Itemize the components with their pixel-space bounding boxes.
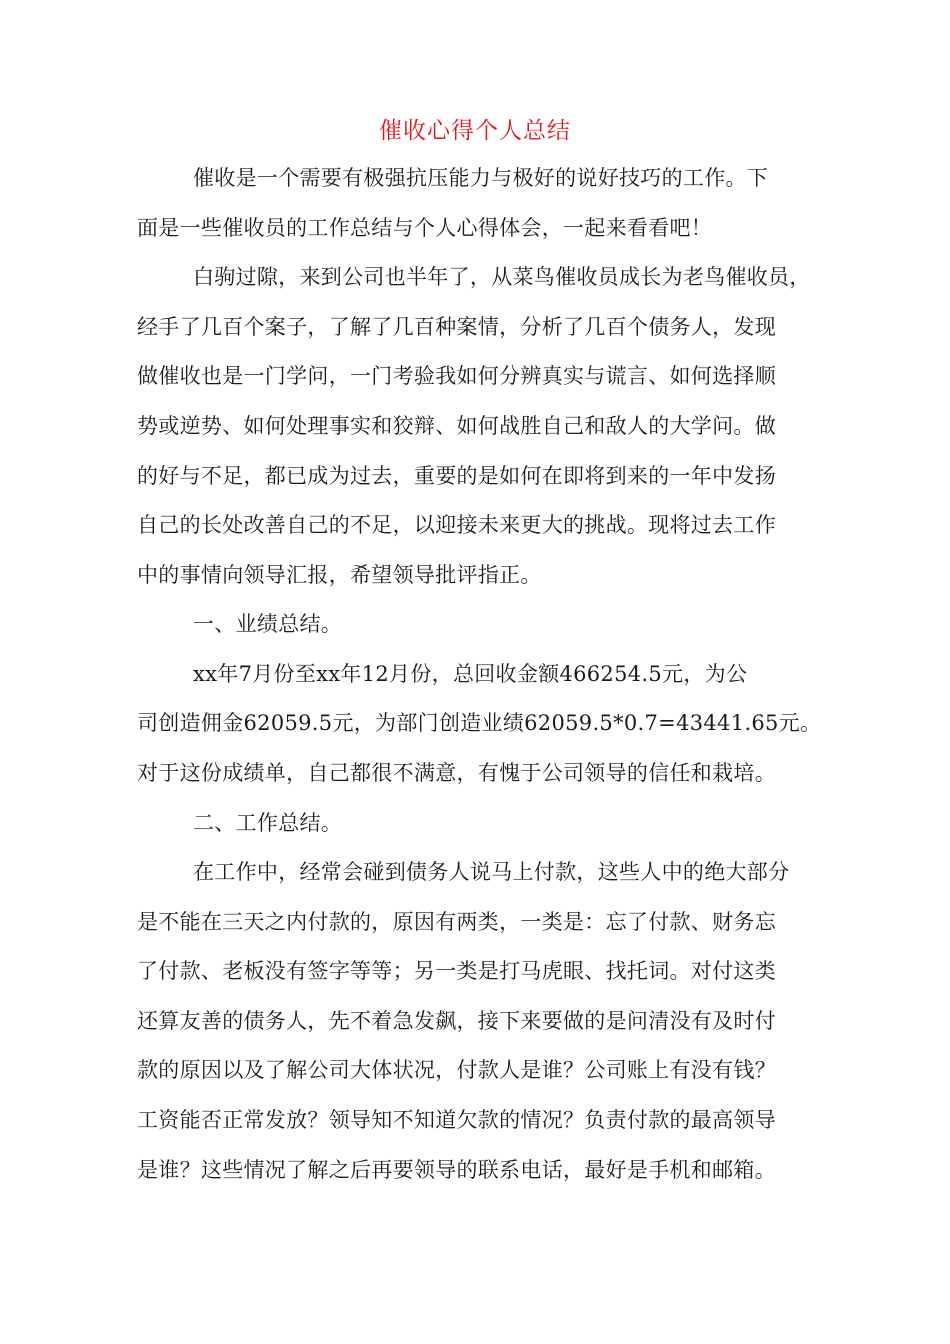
paragraph-line: 是谁？这些情况了解之后再要领导的联系电话，最好是手机和邮箱。 [137, 1158, 776, 1182]
paragraph-line: 司创造佣金62059.5元，为部门创造业绩62059.5*0.7=43441.65元。 [137, 711, 822, 735]
paragraph-line: 对于这份成绩单，自己都很不满意，有愧于公司领导的信任和栽培。 [137, 761, 776, 785]
paragraph-line: xx年7月份至xx年12月份，总回收金额466254.5元，为公 [193, 662, 748, 686]
paragraph-line: 的好与不足，都已成为过去，重要的是如何在即将到来的一年中发扬 [137, 464, 776, 488]
section-heading: 一、业绩总结。 [193, 612, 343, 636]
paragraph-line: 自己的长处改善自己的不足，以迎接未来更大的挑战。现将过去工作 [137, 513, 776, 537]
paragraph-line: 中的事情向领导汇报，希望领导批评指正。 [137, 563, 542, 587]
paragraph-line: 面是一些催收员的工作总结与个人心得体会，一起来看看吧！ [137, 216, 713, 240]
paragraph-line: 工资能否正常发放？领导知不知道欠款的情况？负责付款的最高领导 [137, 1108, 776, 1132]
paragraph-line: 催收是一个需要有极强抗压能力与极好的说好技巧的工作。下 [193, 166, 769, 190]
paragraph-line: 白驹过隙，来到公司也半年了，从菜鸟催收员成长为老鸟催收员， [193, 265, 811, 289]
paragraph-line: 了付款、老板没有签字等等；另一类是打马虎眼、找托词。对付这类 [137, 959, 776, 983]
paragraph-line: 还算友善的债务人，先不着急发飙，接下来要做的是问清没有及时付 [137, 1009, 776, 1033]
section-heading: 二、工作总结。 [193, 811, 343, 835]
paragraph-line: 款的原因以及了解公司大体状况，付款人是谁？公司账上有没有钱？ [137, 1058, 776, 1082]
document-title: 催收心得个人总结 [379, 118, 571, 144]
paragraph-line: 经手了几百个案子，了解了几百种案情，分析了几百个债务人，发现 [137, 315, 776, 339]
paragraph-line: 是不能在三天之内付款的，原因有两类，一类是：忘了付款、财务忘 [137, 910, 776, 934]
paragraph-line: 势或逆势、如何处理事实和狡辩、如何战胜自己和敌人的大学问。做 [137, 414, 776, 438]
paragraph-line: 做催收也是一门学问，一门考验我如何分辨真实与谎言、如何选择顺 [137, 364, 776, 388]
paragraph-line: 在工作中，经常会碰到债务人说马上付款，这些人中的绝大部分 [193, 860, 790, 884]
